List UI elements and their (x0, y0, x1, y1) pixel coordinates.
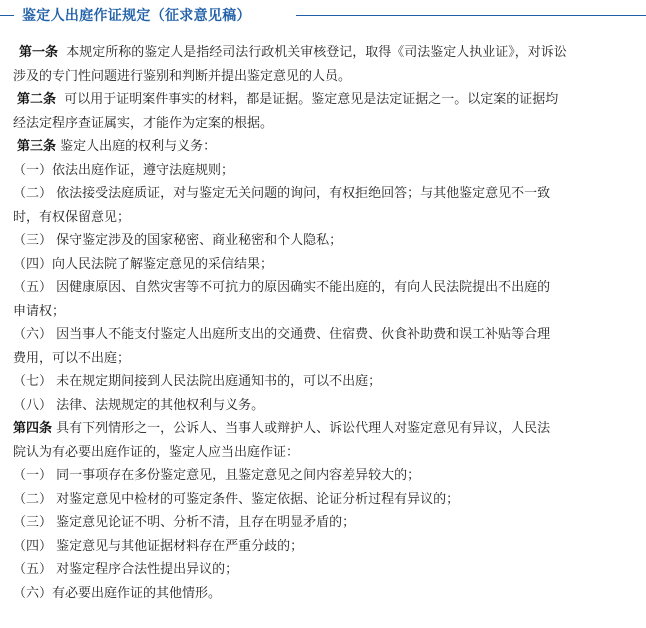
document-title: 鉴定人出庭作证规定（征求意见稿） (22, 8, 251, 24)
item-text: 依法接受法庭质证，对与鉴定无关问题的询问，有权拒绝回答；与其他鉴定意见不一致 (56, 186, 551, 201)
header-rule-right (296, 15, 646, 16)
item-text: 有必要出庭作证的其他情形。 (52, 585, 222, 601)
list-item-cont (13, 206, 639, 230)
item-number: （二） (13, 491, 53, 507)
item-number: （二） (13, 186, 53, 201)
article-text: 经法定程序查证属实，才能作为定案的根据。 (13, 115, 274, 131)
item-text: 鉴定意见论证不明、分析不清，且存在明显矛盾的； (56, 515, 356, 530)
item-text: 向人民法院了解鉴定意见的采信结果； (52, 256, 274, 272)
article-4 (13, 417, 639, 441)
item-text: 时，有权保留意见； (13, 209, 131, 225)
item-number: （一） (13, 468, 53, 483)
item-number: （一） (13, 162, 53, 178)
article-label: 第三条 (17, 139, 57, 154)
article-4-cont (13, 441, 639, 465)
article-text: 可以用于证明案件事实的材料，都是证据。鉴定意见是法定证据之一。以定案的证据均 (64, 92, 559, 107)
list-item (13, 370, 639, 394)
item-text: 法律、法规规定的其他权利与义务。 (56, 397, 265, 413)
list-item (13, 511, 639, 535)
item-text: 对鉴定程序合法性提出异议的； (56, 562, 239, 577)
list-item (13, 229, 639, 253)
item-text: 费用，可以不出庭； (13, 350, 131, 366)
article-label: 第一条 (19, 45, 59, 60)
article-1-cont (13, 65, 639, 89)
item-text: 申请权； (13, 303, 66, 319)
item-number: （三） (13, 515, 53, 530)
list-item (13, 535, 639, 559)
item-text: 依法出庭作证，遵守法庭规则； (52, 162, 235, 178)
list-item (13, 159, 639, 183)
item-number: （六） (13, 585, 53, 601)
list-item (13, 182, 639, 206)
article-text: 本规定所称的鉴定人是指经司法行政机关审核登记，取得《司法鉴定人执业证》，对诉讼 (66, 45, 567, 60)
article-label: 第四条 (13, 421, 53, 436)
item-number: （三） (13, 233, 53, 248)
item-number: （四） (13, 256, 53, 272)
list-item (13, 582, 639, 606)
item-number: （五） (13, 562, 53, 577)
item-text: 鉴定意见与其他证据材料存在严重分歧的； (56, 538, 304, 554)
article-text: 鉴定人出庭的权利与义务： (60, 139, 217, 154)
list-item (13, 253, 639, 277)
article-text: 具有下列情形之一，公诉人、当事人或辩护人、诉讼代理人对鉴定意见有异议，人民法 (56, 421, 551, 436)
item-text: 因当事人不能支付鉴定人出庭所支出的交通费、住宿费、伙食补助费和误工补贴等合理 (56, 327, 551, 342)
list-item-cont (13, 300, 639, 324)
document-header (0, 0, 646, 30)
article-1 (13, 41, 639, 65)
article-text: 院认为有必要出庭作证的，鉴定人应当出庭作证： (13, 444, 300, 460)
list-item (13, 276, 639, 300)
item-number: （六） (13, 327, 53, 342)
list-item-cont (13, 347, 639, 371)
list-item (13, 464, 639, 488)
article-2 (13, 88, 639, 112)
list-item (13, 488, 639, 512)
article-text: 涉及的专门性问题进行鉴别和判断并提出鉴定意见的人员。 (13, 68, 352, 84)
item-number: （七） (13, 374, 53, 389)
article-3 (13, 135, 639, 159)
item-number: （八） (13, 397, 53, 413)
list-item (13, 558, 639, 582)
item-text: 未在规定期间接到人民法院出庭通知书的，可以不出庭； (56, 374, 382, 389)
article-2-cont (13, 112, 639, 136)
item-text: 同一事项存在多份鉴定意见，且鉴定意见之间内容差异较大的； (56, 468, 421, 483)
item-number: （四） (13, 538, 53, 554)
document-body (13, 41, 639, 605)
list-item (13, 394, 639, 418)
item-text: 保守鉴定涉及的国家秘密、商业秘密和个人隐私； (56, 233, 343, 248)
item-text: 对鉴定意见中检材的可鉴定条件、鉴定依据、论证分析过程有异议的； (56, 491, 460, 507)
item-number: （五） (13, 280, 53, 295)
header-rule-left (0, 15, 14, 16)
list-item (13, 323, 639, 347)
article-label: 第二条 (17, 92, 57, 107)
item-text: 因健康原因、自然灾害等不可抗力的原因确实不能出庭的，有向人民法院提出不出庭的 (56, 280, 551, 295)
